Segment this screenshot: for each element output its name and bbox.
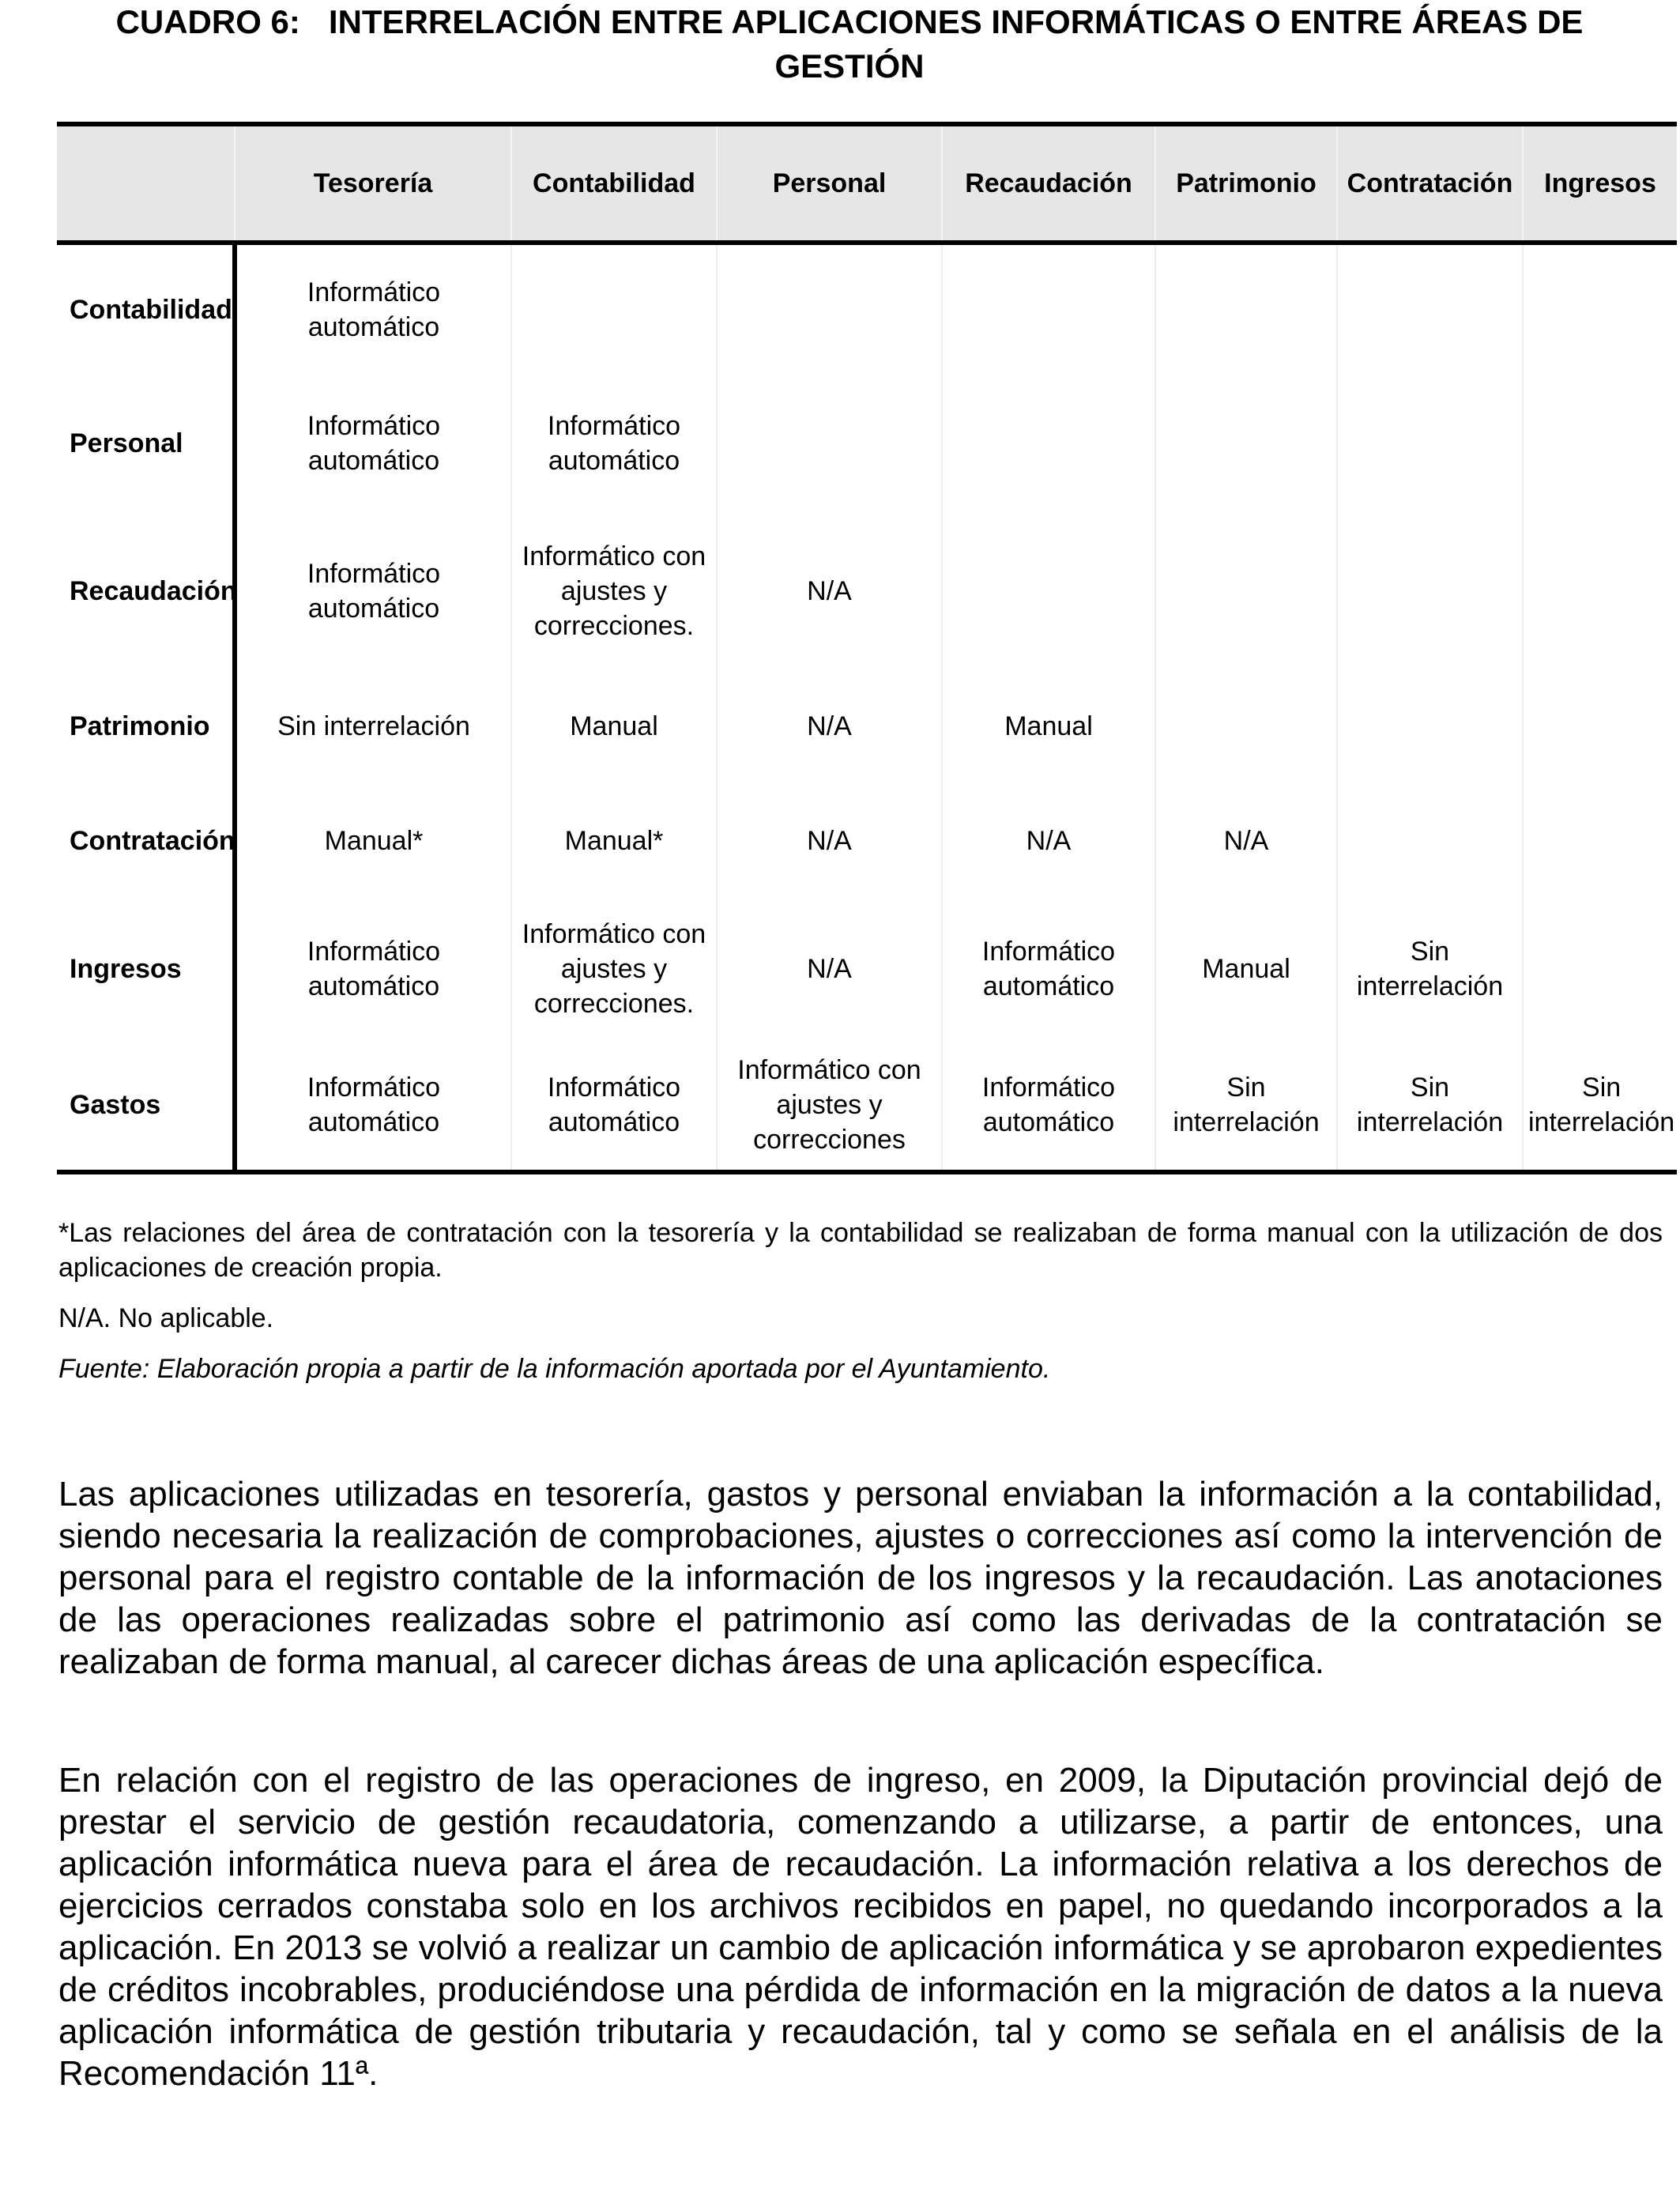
table-cell: [942, 374, 1155, 513]
table-cell: [717, 783, 942, 899]
table-cell: [1337, 243, 1523, 374]
cell-value: Manual: [1004, 711, 1093, 741]
row-header: Gastos: [57, 1039, 235, 1172]
table-cell: [1337, 899, 1523, 1039]
cell-value: Informático automático: [981, 937, 1116, 1001]
table-cell: [717, 243, 942, 374]
table-cell: [717, 374, 942, 513]
table-row: [57, 899, 1677, 1039]
table-cell: [1523, 1039, 1677, 1172]
table-cell: [1155, 1039, 1337, 1172]
table-cell: [942, 669, 1155, 783]
cell-value: Manual*: [564, 826, 664, 856]
body-paragraph-1: Las aplicaciones utilizadas en tesorería, gastos y personal enviaban la información a la contabilidad, siendo necesaria la realización de comprobaciones, ajustes o correcciones así como la intervención de personal para el registro contable de la información de los ingresos y la recaudación. Las anotaciones de las operaciones realizadas sobre el patrimonio así como las derivadas de la contratación se realizaban de forma manual, al carecer dichas áreas de una aplicación específica.: [58, 1475, 1663, 1681]
table-cell: [511, 1039, 717, 1172]
cell-value: Informático automático: [547, 1072, 681, 1137]
table-cell: [1337, 783, 1523, 899]
table-notes: [58, 1216, 1663, 1402]
row-header: Recaudación: [57, 513, 235, 669]
table-cell: [1155, 783, 1337, 899]
table-cell: [511, 669, 717, 783]
cell-value: Informático automático: [307, 559, 441, 624]
table-cell: [1523, 374, 1677, 513]
table-cell: [1523, 669, 1677, 783]
table-cell: [235, 669, 511, 783]
row-header: Contabilidad: [57, 243, 235, 374]
na-note: N/A. No aplicable.: [58, 1303, 274, 1333]
table-cell: [1155, 243, 1337, 374]
table-cell: [942, 899, 1155, 1039]
table-cell: [235, 1039, 511, 1172]
table-cell: [1523, 783, 1677, 899]
footnote: *Las relaciones del área de contratación con la tesorería y la contabilidad se realizaban de forma manual con la utilización de dos aplicaciones de creación propia.: [58, 1218, 1663, 1283]
cell-value: Informático automático: [307, 1072, 441, 1137]
table-cell: [235, 243, 511, 374]
table-cell: [235, 783, 511, 899]
table-cell: [1337, 374, 1523, 513]
matrix-body: [57, 243, 1677, 1172]
table-row: [57, 513, 1677, 669]
table-cell: [511, 374, 717, 513]
column-header: Patrimonio: [1155, 124, 1337, 243]
table-cell: [717, 669, 942, 783]
cell-value: Informático con ajustes y correcciones.: [522, 541, 706, 641]
cell-value: Informático automático: [547, 411, 681, 476]
table-cell: [1337, 1039, 1523, 1172]
table-cell: [235, 374, 511, 513]
table-row: [57, 374, 1677, 513]
cell-value: N/A: [1026, 826, 1072, 856]
table-title-text: INTERRELACIÓN ENTRE APLICACIONES INFORMÁTICAS O ENTRE ÁREAS DE GESTIÓN: [328, 3, 1584, 85]
interrelation-matrix: [57, 122, 1677, 1174]
row-header: Ingresos: [57, 899, 235, 1039]
cell-value: Informático con ajustes y correcciones: [737, 1054, 921, 1155]
header-row: [57, 124, 1677, 243]
cell-value: Informático automático: [307, 937, 441, 1001]
cell-value: N/A: [807, 954, 852, 984]
row-header: Personal: [57, 374, 235, 513]
cell-value: N/A: [807, 576, 852, 606]
row-header: Contratación: [57, 783, 235, 899]
table-cell: [942, 783, 1155, 899]
table-cell: [235, 513, 511, 669]
cell-value: Manual*: [324, 826, 424, 856]
cell-value: Manual: [570, 711, 658, 741]
cell-value: Informático automático: [307, 411, 441, 476]
body-paragraph-2: En relación con el registro de las operaciones de ingreso, en 2009, la Diputación provincial dejó de prestar el servicio de gestión recaudatoria, comenzando a utilizarse, a partir de entonces, una aplicación informática nueva para el área de recaudación. La información relativa a los derechos de ejercicios cerrados constaba solo en los archivos recibidos en papel, no quedando incorporados a la aplicación. En 2013 se volvió a realizar un cambio de aplicación informática y se aprobaron expedientes de créditos incobrables, produciéndose una pérdida de información en la migración de datos a la nueva aplicación informática de gestión tributaria y recaudación, tal y como se señala en el análisis de la Recomendación 11ª.: [58, 1761, 1663, 2093]
cell-value: Sin interrelación: [1356, 1072, 1504, 1137]
table-cell: [1155, 374, 1337, 513]
table-row: [57, 669, 1677, 783]
table-cell: [235, 899, 511, 1039]
table-cell: [1155, 669, 1337, 783]
table-cell: [717, 513, 942, 669]
table-cell: [511, 513, 717, 669]
table-title: [47, 0, 1652, 89]
column-header: Tesorería: [235, 124, 511, 243]
table-cell: [1337, 669, 1523, 783]
table-number: CUADRO 6:: [115, 3, 300, 40]
table-cell: [1155, 513, 1337, 669]
table-cell: [1337, 513, 1523, 669]
column-header: Contabilidad: [511, 124, 717, 243]
table-row: [57, 783, 1677, 899]
table-cell: [717, 1039, 942, 1172]
corner-cell: [57, 124, 235, 243]
cell-value: Sin interrelación: [277, 711, 470, 741]
cell-value: N/A: [807, 711, 852, 741]
column-header: Contratación: [1337, 124, 1523, 243]
cell-value: Sin interrelación: [1356, 937, 1504, 1001]
table-cell: [942, 1039, 1155, 1172]
table-row: [57, 243, 1677, 374]
column-header: Ingresos: [1523, 124, 1677, 243]
cell-value: N/A: [1223, 826, 1269, 856]
source-note: Fuente: Elaboración propia a partir de la información aportada por el Ayuntamiento.: [58, 1354, 1051, 1384]
row-header: Patrimonio: [57, 669, 235, 783]
table-cell: [511, 899, 717, 1039]
table-cell: [1155, 899, 1337, 1039]
cell-value: Manual: [1202, 954, 1290, 984]
table-row: [57, 1039, 1677, 1172]
cell-value: Sin interrelación: [1528, 1072, 1675, 1137]
table-cell: [511, 783, 717, 899]
cell-value: N/A: [807, 826, 852, 856]
table-cell: [717, 899, 942, 1039]
column-header: Personal: [717, 124, 942, 243]
table-cell: [1523, 243, 1677, 374]
table-cell: [1523, 513, 1677, 669]
cell-value: Informático automático: [981, 1072, 1116, 1137]
cell-value: Informático con ajustes y correcciones.: [522, 919, 706, 1019]
table-cell: [511, 243, 717, 374]
column-header: Recaudación: [942, 124, 1155, 243]
table-cell: [942, 513, 1155, 669]
cell-value: Sin interrelación: [1173, 1072, 1320, 1137]
table-cell: [1523, 899, 1677, 1039]
cell-value: Informático automático: [307, 277, 441, 342]
table-cell: [942, 243, 1155, 374]
